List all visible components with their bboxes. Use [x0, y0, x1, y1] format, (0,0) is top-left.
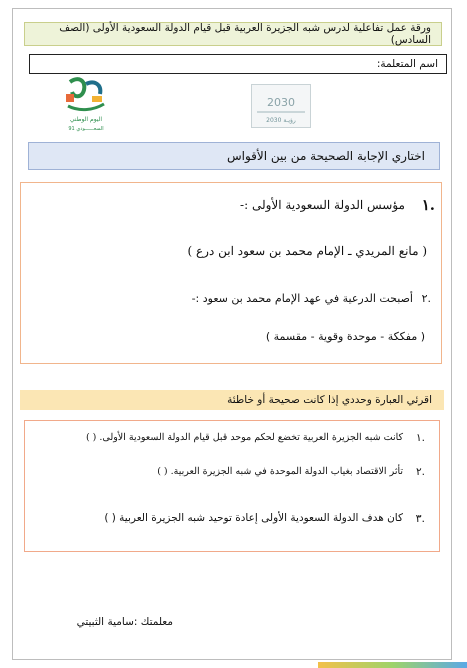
national-day-line2: السعــــــودي 91	[68, 126, 104, 132]
q1-text: مؤسس الدولة السعودية الأولى :-	[240, 198, 405, 212]
saudi-national-day-logo	[56, 74, 116, 136]
section-true-false-header	[20, 390, 444, 410]
footer-brand-strip	[318, 662, 467, 668]
q2-options[interactable]: ( مفككة - موحدة وقوية - مقسمة )	[265, 330, 425, 343]
q2-text: أصبحت الدرعية في عهد الإمام محمد بن سعود :-	[191, 292, 413, 305]
worksheet-title	[24, 22, 442, 46]
s3-text[interactable]: كان هدف الدولة السعودية الأولى إعادة توحيد شبه الجزيرة العربية ( )	[104, 512, 403, 524]
svg-text:2030: 2030	[267, 96, 295, 109]
q1-options[interactable]: ( مانع المريدي ـ الإمام محمد بن سعود ابن درع )	[187, 244, 427, 258]
s3-number: .٣	[415, 512, 425, 525]
teacher-signature: معلمتك :سامية الثبيتي	[76, 616, 173, 628]
s2-text[interactable]: تأثر الاقتصاد بغياب الدولة الموحدة في شبه الجزيرة العربية. ( )	[157, 466, 403, 477]
s2-number: .٢	[416, 466, 425, 478]
s1-number: .١	[416, 432, 425, 444]
mcq-instruction: اختاري الإجابة الصحيحة من بين الأقواس	[226, 149, 425, 163]
q2-number: .٢	[421, 292, 431, 305]
s1-text[interactable]: كانت شبه الجزيرة العربية تخضع لحكم موحد قبل قيام الدولة السعودية الأولى. ( )	[85, 432, 403, 443]
section-mcq-header	[28, 142, 440, 170]
true-false-instruction: اقرئي العبارة وحددي إذا كانت صحيحة أو خاطئة	[227, 394, 432, 406]
vision-line: رؤيـة 2030	[266, 117, 296, 124]
vision-2030-logo	[251, 84, 311, 128]
student-name-field[interactable]	[29, 54, 447, 74]
worksheet-title-text: ورقة عمل تفاعلية لدرس شبه الجزيرة العربية قبل قيام الدولة السعودية الأولى (الصف السادس)	[59, 22, 431, 46]
national-day-line1: اليوم الوطني	[69, 116, 103, 123]
q1-number: .١	[421, 196, 435, 214]
student-name-label: اسم المتعلمة:	[376, 58, 438, 70]
